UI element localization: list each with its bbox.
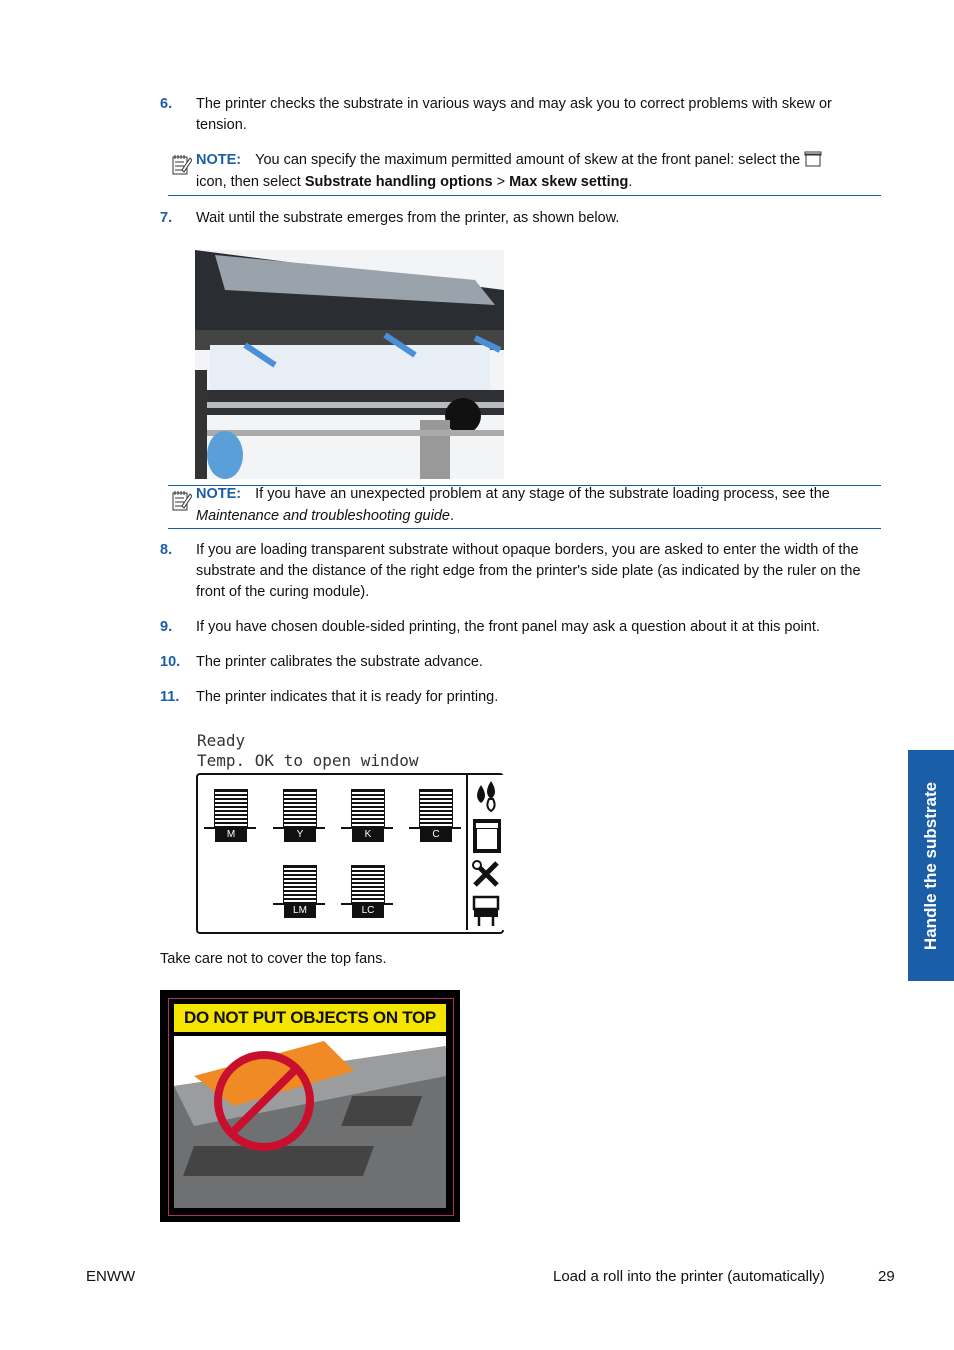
note-label: NOTE: (196, 152, 242, 168)
guide-title: Maintenance and troubleshooting guide (196, 507, 450, 524)
step-11-text: The printer indicates that it is ready for printing. (196, 689, 499, 705)
front-panel-screen (196, 773, 504, 934)
menu-separator: > (496, 173, 506, 190)
ink-level-bar (283, 865, 317, 903)
warning-banner: DO NOT PUT OBJECTS ON TOP (174, 1004, 446, 1032)
note-icon (170, 488, 192, 512)
step-8-number: 8. (160, 542, 173, 558)
ink-level-bar (419, 789, 453, 827)
ink-label-lm: LM (284, 904, 316, 918)
printer-substrate-image (195, 250, 504, 479)
printer-icon[interactable] (471, 895, 501, 927)
step-6-number: 6. (160, 96, 173, 112)
footer-section-title: Load a roll into the printer (automatically) (553, 1268, 825, 1285)
panel-status-temp: Temp. OK to open window (197, 751, 419, 770)
panel-icon-column (466, 775, 504, 930)
substrate-icon[interactable] (471, 819, 501, 853)
note-label: NOTE: (196, 486, 242, 502)
ink-level-bar (351, 789, 385, 827)
note-text-a: You can specify the maximum permitted amount of skew at the front panel: select the (255, 152, 801, 168)
ink-level-bar (283, 789, 317, 827)
page-number: 29 (878, 1268, 895, 1285)
ink-label-y: Y (284, 828, 316, 842)
note-skew (168, 150, 881, 196)
ink-label-k: K (352, 828, 384, 842)
top-fans-illustration (174, 1036, 446, 1208)
menu-max-skew: Max skew setting (509, 173, 629, 190)
step-9-number: 9. (160, 619, 173, 635)
tools-icon[interactable] (471, 859, 501, 889)
note-text-b: icon, then select (196, 173, 301, 190)
step-8-text: If you are loading transparent substrate without opaque borders, you are asked to enter the width of the substrate and the distance of the right edge from the printer's side plate (as indicated by the ruler on the front of the curing module). (196, 542, 861, 600)
step-10-number: 10. (160, 654, 181, 670)
chapter-tab-label: Handle the substrate (921, 781, 940, 950)
step-7-text: Wait until the substrate emerges from the printer, as shown below. (196, 210, 620, 226)
ink-label-m: M (215, 828, 247, 842)
note-icon (170, 152, 192, 176)
note-text-a: If you have an unexpected problem at any stage of the substrate loading process, see the (255, 486, 830, 502)
note-troubleshooting (168, 485, 881, 529)
step-6-text: The printer checks the substrate in various ways and may ask you to correct problems with skew or tension. (196, 96, 832, 133)
note-end: . (449, 507, 454, 524)
ink-level-bar (214, 789, 248, 827)
substrate-icon (804, 151, 822, 167)
step-11-number: 11. (160, 689, 180, 705)
menu-substrate-handling: Substrate handling options (304, 173, 493, 190)
warning-sticker-image (160, 990, 460, 1222)
step-10-text: The printer calibrates the substrate advance. (196, 654, 483, 670)
footer-left: ENWW (86, 1268, 136, 1285)
ink-label-c: C (420, 828, 452, 842)
note-end: . (628, 173, 633, 190)
ink-level-bar (351, 865, 385, 903)
step-7-number: 7. (160, 210, 173, 226)
chapter-tab[interactable] (908, 750, 954, 981)
step-9-text: If you have chosen double-sided printing, the front panel may ask a question about it at this point. (196, 619, 820, 635)
ink-drops-icon[interactable] (471, 779, 501, 813)
panel-status-ready: Ready (197, 731, 246, 750)
caption-fans: Take care not to cover the top fans. (160, 951, 387, 967)
ink-label-lc: LC (352, 904, 384, 918)
